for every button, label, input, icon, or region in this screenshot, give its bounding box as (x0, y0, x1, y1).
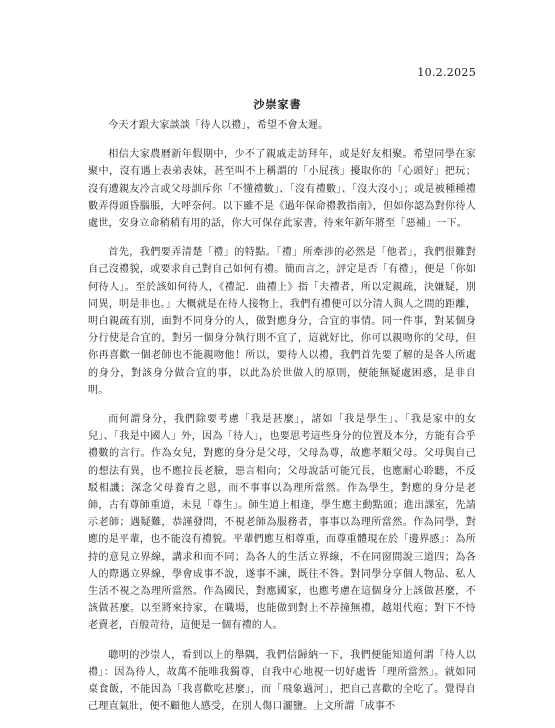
paragraph-conclusion: 聰明的沙崇人，看到以上的舉隅，我們信歸納一下，我們便能知道何謂「待人以禮」：因為待人，故萬不能唯我獨尊，自我中心地視一切好處皆「理所當然」。就如同桌食飯，不能因為「我喜歡吃甚麼」，而「飛象過河」，把自己喜歡的全吃了。覺得自己理直氣壯，便不顧他人感受，在別人傷口灑鹽。上文所謂「成事不 (88, 649, 476, 713)
letter-body (88, 117, 476, 728)
letter-date: 10.2.2025 (417, 66, 476, 79)
paragraph-new-year: 相信大家農曆新年假期中，少不了親戚走訪拜年，或是好友相聚。希望同學在家聚中，沒有遇上表弟表妹，甚至叫不上稱謂的「小屁孩」擾取你的「心頭好」把玩；沒有遭親友冷言或父母訓斥你「不懂禮數」、「沒有禮數」、「沒大沒小」；或是被種種禮數弄得頭昏腦脹，大呼奈何。以下雖不是《過年保命禮教指南》，但如你認為對你待人處世，安身立命稍稍有用的話，你大可保存此家書，待來年新年將至「惡補」一下。 (88, 149, 476, 230)
paragraph-nature-of-li: 首先，我們要弄清楚「禮」的特點。「禮」所牽涉的必然是「他者」，我們很難對自己沒禮貌，或要求自己對自己如何有禮。簡而言之，評定是否「有禮」，便是「你如何待人」。至於該如何待人，《禮記．曲禮上》指「夫禮者，所以定親疏，決嫌疑，別同異，明是非也。」大概就是在待人接物上，我們有禮便可以分清人與人之間的距離，明白親疏有別，面對不同身分的人，做對應身分，合宜的事情。同一件事，對某個身分行使是合宜的，對另一個身分執行則不宜了，這就好比，你可以親吻你的父母，但你再喜歡一個老師也不能親吻他！所以，要待人以禮，我們首先要了解的是各人所處的身分，對該身分做合宜的事，以此為於世做人的原則，便能無疑處困惑，是非自明。 (88, 247, 476, 396)
letter-title: 沙崇家書 (253, 98, 302, 111)
paragraph-intro: 今天才跟大家談談「待人以禮」，希望不會太遲。 (108, 120, 329, 131)
paragraph-identity: 而何謂身分，我們除要考慮「我是甚麼」，諸如「我是學生」、「我是家中的女兒」、「我是中國人」外，因為「待人」，也要思考這些身分的位置及本分，方能有合乎禮數的言行。作為女兒，對應的身分是父母，父母為尊，故應孝順父母。父母與自己的想法有異，也不應拉長老臉，惡言相向；父母說話可能冗長，也應耐心聆聽，不反駁相譏；深念父母養育之恩，而不事事以為理所當然。作為學生，對應的身分是老師，古有尊師重道，未見「尊生」。師生道上相逢，學生應主動點頭；進出課室，先請示老師；遇疑難，恭謹發問，不視老師為服務者，事事以為理所當然。作為同學，對應的是平輩，也不能沒有禮貌。平輩們應互相尊重，而尊重體現在於「邊界感」：為所持的意見立界線，講求和而不同；為各人的生活立界線，不在同窗間說三道四；為各人的際遇立界線，學會成事不說，遂事不諫，既往不咎。對同學分享個人物品、私人生活不視之為理所當然。作為國民，對應國家，也應考慮在這個身分上該做甚麼，不該做甚麼。以至將來持家，在職場，也能做到對上不荐撞無禮，越俎代庖；對下不恃老賣老，百般苛待，這便是一個有禮的人。 (88, 414, 476, 632)
